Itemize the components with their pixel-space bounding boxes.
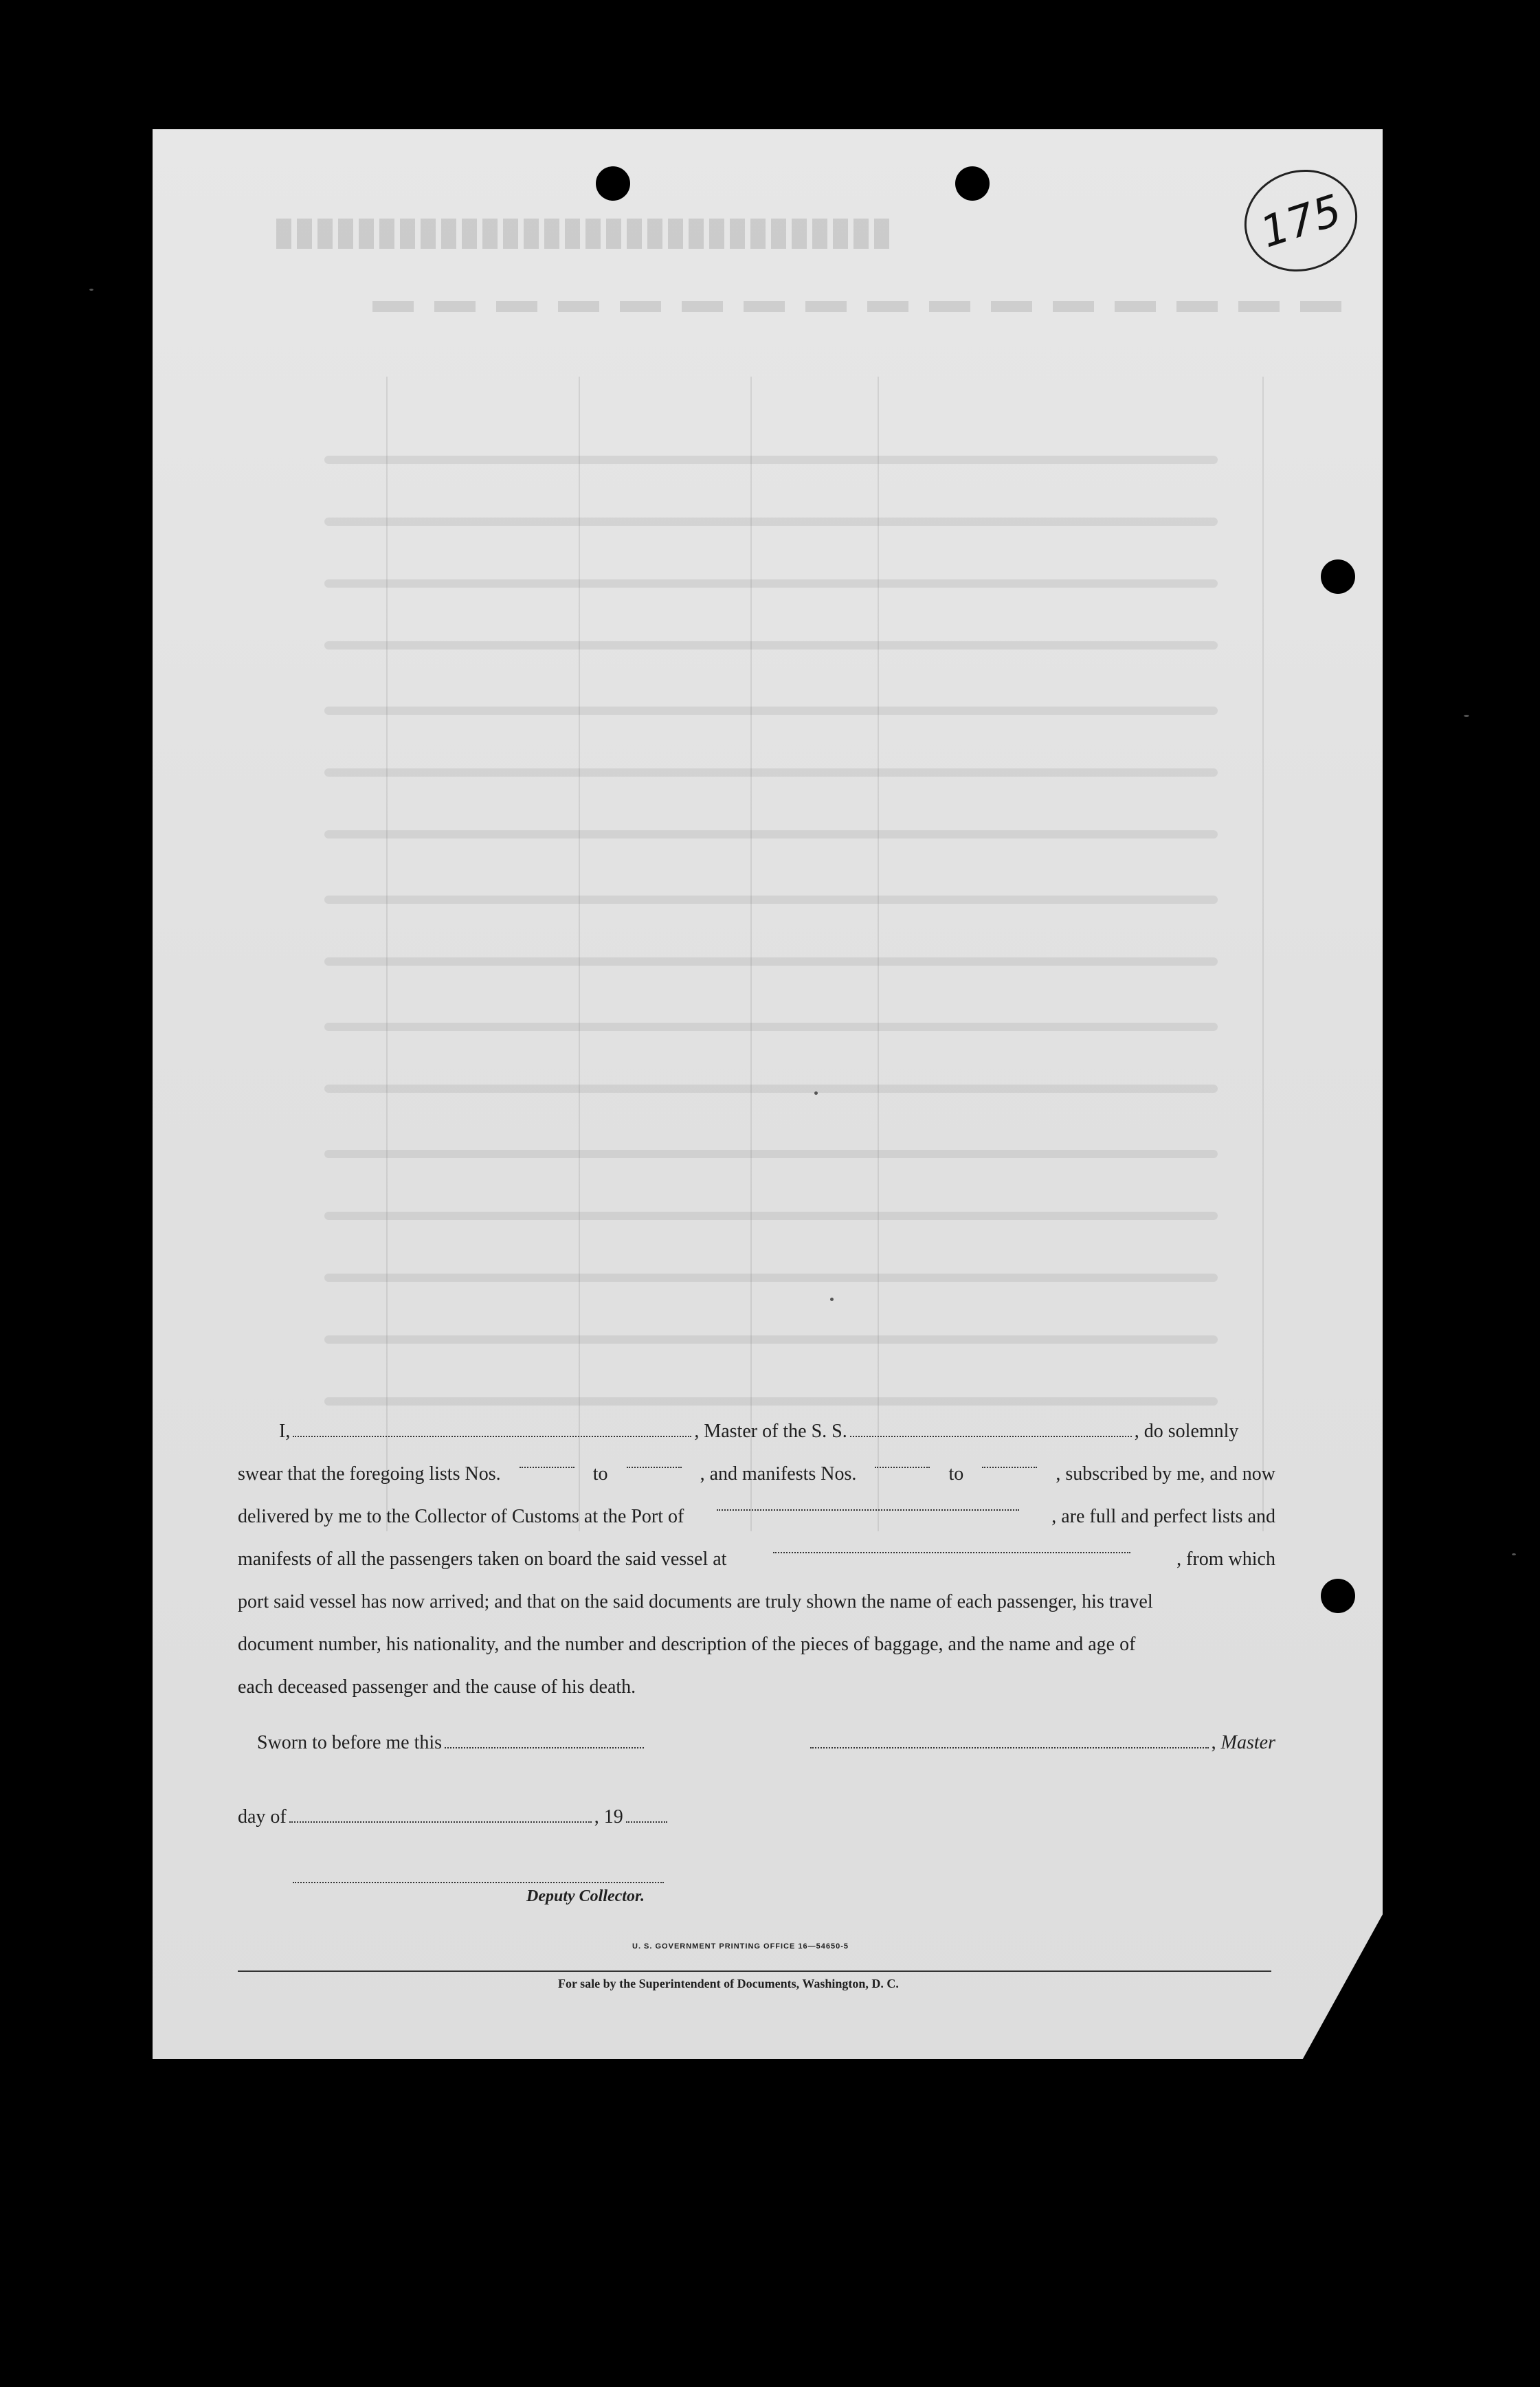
oath-line-1: I, , Master of the S. S. , do solemnly xyxy=(279,1421,1239,1442)
scan-speck xyxy=(830,1298,834,1301)
oath-line-2: swear that the foregoing lists Nos. to , and manifests Nos. to , subscribed by me, and now xyxy=(238,1453,1275,1496)
scan-speck xyxy=(1464,715,1469,717)
punch-hole-top-left xyxy=(596,166,630,201)
oath-line-6: document number, his nationality, and the number and description of the pieces of baggage, and the name and age of xyxy=(238,1634,1136,1655)
faded-passenger-table xyxy=(153,129,1383,2059)
deputy-signature-line xyxy=(293,1882,664,1883)
punch-hole-side-lower xyxy=(1321,1579,1355,1613)
oath-line-7: each deceased passenger and the cause of his death. xyxy=(238,1676,636,1698)
oath-line-5: port said vessel has now arrived; and that on the said documents are truly shown the name of each passenger, his travel xyxy=(238,1591,1153,1612)
scan-speck xyxy=(89,289,93,291)
printing-office-imprint: U. S. GOVERNMENT PRINTING OFFICE 16—54650-5 xyxy=(632,1942,849,1951)
scan-speck xyxy=(1512,1553,1516,1555)
master-oath xyxy=(238,1410,1275,1709)
scan-speck xyxy=(814,1091,818,1095)
punch-hole-top-right xyxy=(955,166,990,201)
sworn-line: Sworn to before me this xyxy=(257,1732,647,1754)
master-signature-line: , Master xyxy=(807,1732,1275,1754)
deputy-collector-label: Deputy Collector. xyxy=(526,1887,645,1905)
oath-line-3: delivered by me to the Collector of Customs at the Port of , are full and perfect lists and xyxy=(238,1496,1275,1538)
punch-hole-side-upper xyxy=(1321,559,1355,594)
footer-rule xyxy=(238,1970,1271,1972)
manifest-page xyxy=(153,129,1383,2059)
day-of-line: day of , 19 xyxy=(238,1806,670,1828)
oath-line-4: manifests of all the passengers taken on board the said vessel at , from which xyxy=(238,1538,1275,1581)
for-sale-notice: For sale by the Superintendent of Documents, Washington, D. C. xyxy=(558,1977,899,1990)
page-number-stamp: 175 xyxy=(1231,155,1371,286)
